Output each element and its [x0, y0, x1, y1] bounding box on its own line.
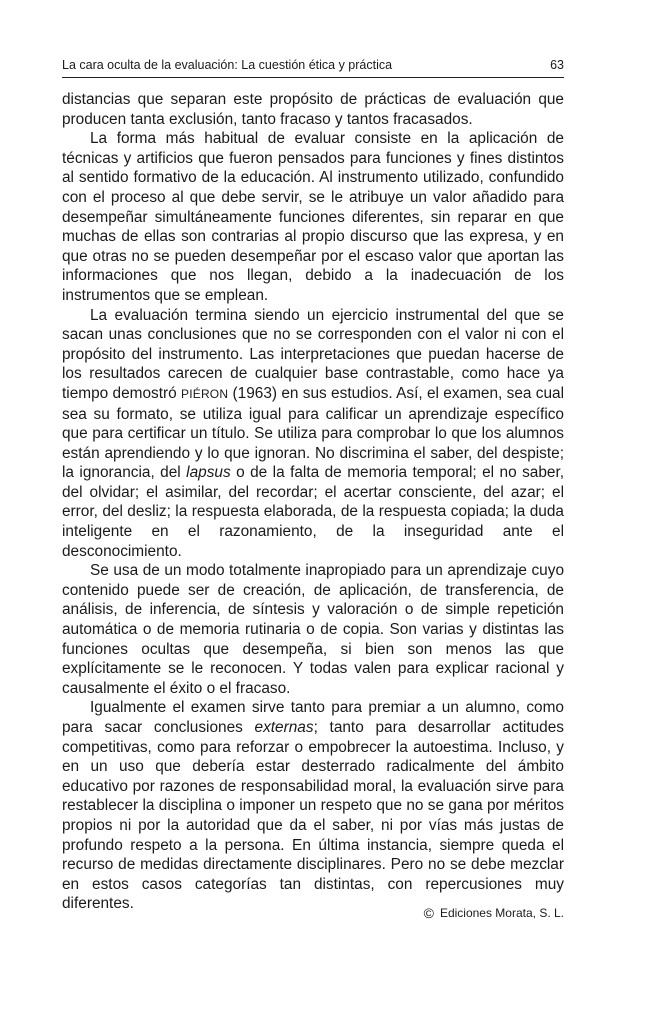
publisher-name: Ediciones Morata, S. L. [439, 906, 564, 920]
paragraph [62, 698, 564, 914]
running-head [62, 58, 564, 78]
footer [62, 905, 564, 921]
text-segment: (1963) en sus estudios. Así, el examen, sea cual sea su formato, se utiliza igual para calificar un aprendizaje específico que para certificar un título. Se utiliza para comprobar lo que los alumnos están aprendiendo y lo que ignoran. No discrimina el saber, del despiste; la ignorancia, del [62, 384, 564, 482]
copyright-icon: © [423, 905, 434, 921]
italic-term: externas [254, 719, 314, 736]
text-segment: ; tanto para desarrollar actitudes competitivas, como para reforzar o empobrecer la autoestima. Incluso, y en un uso que debería estar desterrado radicalmente del ámbito educativo por razones de responsabilidad moral, la evaluación sirve para restablecer la disciplina o imponer un respeto que no se gana por méritos propios ni por la autoridad que da el saber, ni por vías más justas de profundo respeto a la persona. En última instancia, siempre queda el recurso de medidas directamente disciplinares. Pero no se debe mezclar en estos casos categorías tan distintas, con repercusiones muy diferentes. [62, 719, 564, 913]
paragraph [62, 306, 564, 562]
text-segment: Se usa de un modo totalmente inapropiado para un aprendizaje cuyo contenido puede ser de creación, de aplicación, de transferencia, de análisis, de inferencia, de síntesis y valoración o de simple repetición automática o de memoria rutinaria o de copia. Son varias y distintas las funciones ocultas que desempeña, si bien son menos las que explícitamente se le reconocen. Y todas valen para explicar racional y causalmente el éxito o el fracaso. [62, 562, 564, 697]
author-name: PIÉRON [181, 386, 229, 401]
text-segment: Igualmente el examen sirve tanto para premiar a un alumno, como para sacar conclusiones [62, 699, 564, 736]
paragraph [62, 129, 564, 305]
text-segment: La forma más habitual de evaluar consiste en la aplicación de técnicas y artificios que fueron pensados para funciones y fines distintos al sentido formativo de la educación. Al instrumento utilizado, confundido con el proceso al que debe servir, se le atribuye un valor añadido para desempeñar simultáneamente funciones diferentes, sin reparar en que muchas de ellas son contrarias al propio discurso que las expresa, y en que otras no se pueden desempeñar por el escaso valor que aportan las informaciones que nos llegan, debido a la inadecuación de los instrumentos que se emplean. [62, 130, 564, 304]
book-page [62, 58, 564, 914]
italic-term: lapsus [186, 464, 231, 482]
text-segment: La evaluación termina siendo un ejercicio instrumental del que se sacan unas conclusiones que no se corresponden con el valor ni con el propósito del instrumento. Las interpretaciones que puedan hacerse de los resultados carecen de cualquier base contrastable, como hace ya tiempo demostró [62, 306, 564, 402]
text-segment: o de la falta de memoria temporal; el no saber, del olvidar; el asimilar, del recordar; el acertar consciente, del azar; el error, del desliz; la respuesta elaborada, de la respuesta copiada; la duda inteligente en el razonamiento, de la inseguridad ante el desconocimiento. [62, 464, 565, 560]
paragraph [62, 90, 564, 129]
text-segment: distancias que separan este propósito de prácticas de evaluación que producen tanta exclusión, tanto fracaso y tantos fracasados. [62, 91, 564, 128]
body-text [62, 90, 564, 914]
paragraph [62, 561, 564, 698]
running-head-title: La cara oculta de la evaluación: La cuestión ética y práctica [62, 58, 393, 72]
page-number: 63 [550, 58, 564, 72]
